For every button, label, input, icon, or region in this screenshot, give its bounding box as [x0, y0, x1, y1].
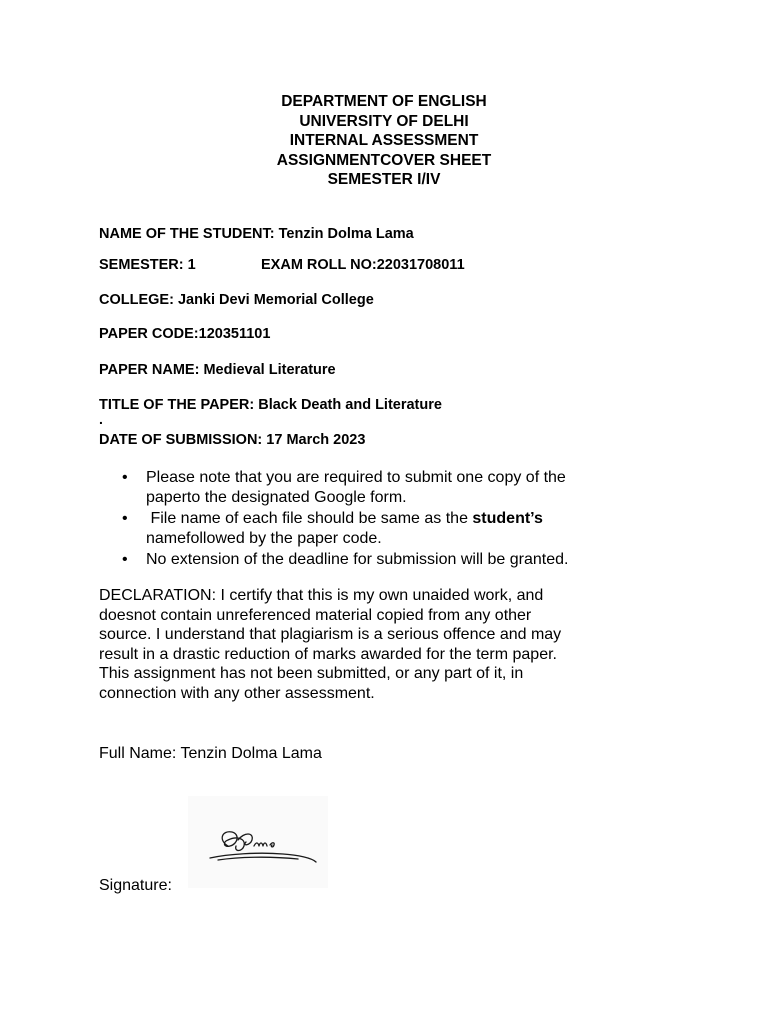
assessment-title: INTERNAL ASSESSMENT — [289, 132, 479, 149]
stray-dot: . — [99, 411, 103, 427]
exam-roll-field: EXAM ROLL NO:22031708011 — [261, 257, 465, 273]
declaration-paragraph — [99, 586, 659, 703]
full-name-line: Full Name: Tenzin Dolma Lama — [99, 745, 322, 762]
submission-date-field: DATE OF SUBMISSION: 17 March 2023 — [99, 432, 366, 448]
note-2-line-1 — [146, 509, 662, 529]
declaration-line: connection with any other assessment. — [99, 684, 375, 702]
note-2-bold-word: student’s — [472, 510, 543, 527]
note-3-line-1: • No extension of the deadline for submission will be granted. — [146, 551, 569, 568]
note-1-line-1: • Please note that you are required to submit one copy of the — [146, 469, 566, 486]
department-title: DEPARTMENT OF ENGLISH — [281, 93, 487, 110]
instructions-list — [122, 468, 662, 570]
list-item — [122, 509, 662, 549]
student-name-field: NAME OF THE STUDENT: Tenzin Dolma Lama — [99, 226, 414, 242]
declaration-line: doesnot contain unreferenced material copied from any other — [99, 606, 532, 624]
document-header — [0, 92, 768, 190]
signature-image — [188, 796, 328, 888]
declaration-line: source. I understand that plagiarism is a serious offence and may — [99, 626, 562, 643]
semester-field: SEMESTER: 1 — [99, 257, 196, 273]
declaration-line: DECLARATION: I certify that this is my own unaided work, and — [99, 587, 544, 604]
cover-sheet-title: ASSIGNMENTCOVER SHEET — [276, 151, 492, 169]
semester-row — [99, 256, 465, 274]
declaration-line: This assignment has not been submitted, or any part of it, in — [99, 665, 524, 682]
declaration-line: result in a drastic reduction of marks awarded for the term paper. — [99, 645, 557, 663]
semester-title: SEMESTER I/IV — [327, 171, 441, 188]
note-2-line-2: namefollowed by the paper code. — [146, 530, 382, 547]
college-field: COLLEGE: Janki Devi Memorial College — [99, 292, 374, 308]
signature-icon — [188, 796, 328, 888]
paper-name-field: PAPER NAME: Medieval Literature — [99, 362, 336, 378]
paper-title-field: TITLE OF THE PAPER: Black Death and Literature — [99, 397, 442, 413]
note-2-text: File name of each file should be same as the — [146, 510, 473, 527]
list-item — [122, 468, 662, 508]
note-1-line-2: paperto the designated Google form. — [146, 489, 407, 506]
list-item — [122, 550, 662, 570]
signature-label: Signature: — [99, 877, 172, 894]
university-title: UNIVERSITY OF DELHI — [299, 112, 469, 130]
paper-code-field: PAPER CODE:120351101 — [99, 326, 271, 342]
